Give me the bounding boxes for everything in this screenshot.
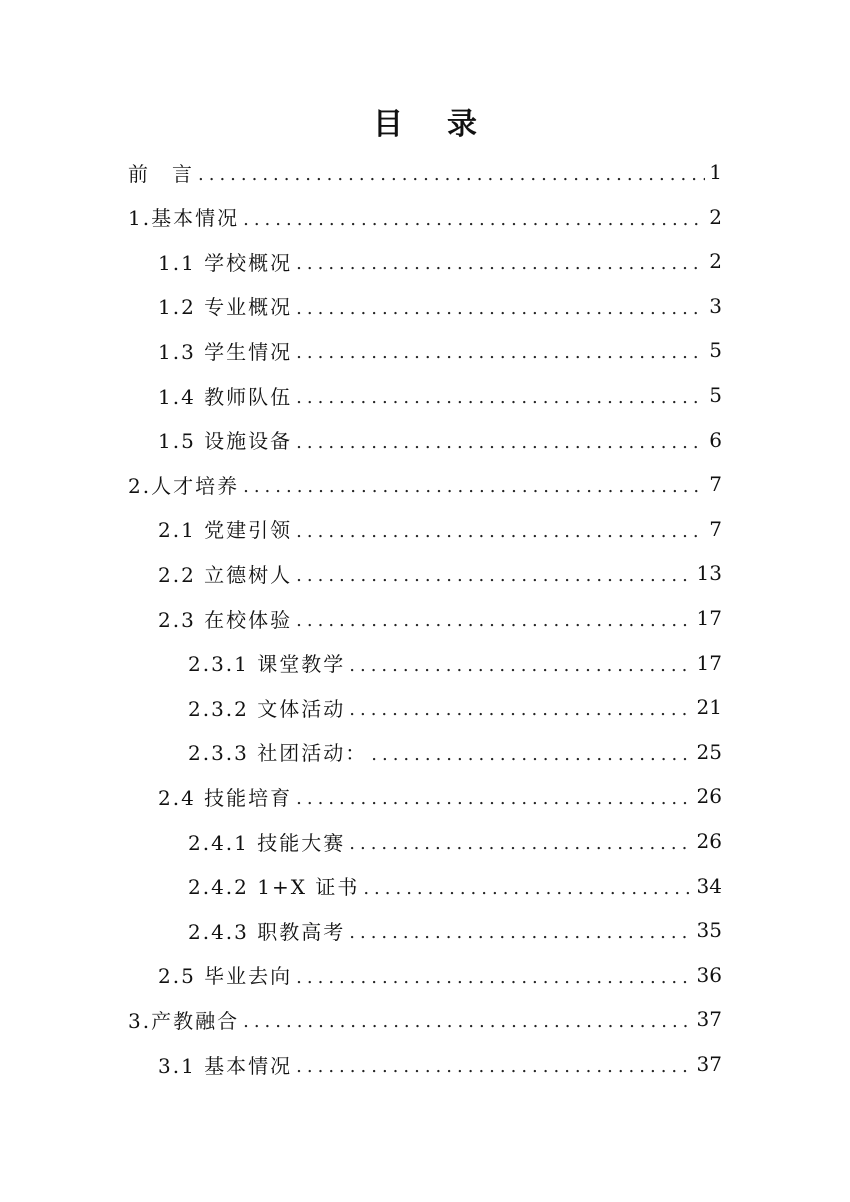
toc-entry-page-number: 6 (709, 427, 722, 452)
toc-entry[interactable] (128, 150, 722, 194)
toc-dot-leader (349, 695, 692, 719)
toc-entry-label: 3.产教融合 (128, 1008, 240, 1033)
toc-entry-page-number: 37 (696, 1052, 722, 1076)
toc-entry-page-number: 2 (709, 204, 722, 229)
toc-entry-label: 2.3 在校体验 (158, 607, 293, 632)
toc-entry-label: 2.1 党建引领 (158, 518, 293, 543)
toc-entry-label: 2.4 技能培育 (158, 785, 293, 810)
toc-entry-page-number: 2 (709, 249, 722, 274)
toc-entry[interactable] (158, 373, 722, 417)
toc-entry-label: 1.4 教师队伍 (158, 384, 293, 409)
toc-entry[interactable] (158, 774, 722, 818)
toc-entry-label: 2.4.3 职教高考 (188, 919, 346, 944)
toc-entry-label: 2.3.2 文体活动 (188, 696, 346, 721)
toc-dot-leader (243, 472, 705, 496)
toc-entry[interactable] (188, 908, 722, 952)
toc-dot-leader (349, 829, 692, 853)
toc-entry-page-number: 37 (696, 1007, 722, 1032)
toc-entry[interactable] (158, 551, 722, 595)
toc-entry-label: 2.4.2 1+X 证书 (188, 875, 360, 900)
toc-entry[interactable] (188, 819, 722, 863)
toc-entry-label: 前 言 (128, 161, 194, 186)
toc-entry[interactable] (128, 195, 722, 239)
toc-entry-label: 2.3.1 课堂教学 (188, 652, 346, 677)
toc-dot-leader (296, 428, 705, 452)
toc-dot-leader (243, 205, 705, 229)
toc-title: 目录 (373, 107, 521, 142)
toc-entry[interactable] (158, 1042, 722, 1086)
toc-entry-page-number: 17 (696, 606, 722, 630)
toc-entry-label: 2.3.3 社团活动： (188, 741, 368, 766)
toc-dot-leader (296, 561, 692, 585)
toc-entry[interactable] (128, 997, 722, 1041)
toc-entry[interactable] (158, 953, 722, 997)
toc-dot-leader (349, 651, 692, 675)
toc-entry-page-number: 21 (696, 695, 722, 720)
toc-entry[interactable] (158, 596, 722, 640)
toc-entry[interactable] (188, 730, 722, 774)
toc-entry-page-number: 26 (696, 829, 722, 853)
toc-entry-page-number: 34 (696, 873, 722, 898)
toc-entry-page-number: 35 (696, 918, 722, 943)
toc-entry[interactable] (158, 507, 722, 551)
toc-dot-leader (363, 874, 692, 898)
toc-entry-page-number: 25 (696, 739, 722, 764)
toc-entry-label: 2.4.1 技能大赛 (188, 830, 346, 855)
toc-entry-label: 1.基本情况 (128, 206, 240, 231)
toc-entry-label: 2.人才培养 (128, 473, 240, 498)
toc-entry-page-number: 5 (709, 383, 722, 407)
toc-entry-page-number: 3 (709, 293, 722, 318)
toc-entry-label: 1.2 专业概况 (158, 295, 293, 320)
toc-dot-leader (371, 740, 692, 764)
toc-entry-label: 1.1 学校概况 (158, 250, 293, 275)
toc-dot-leader (296, 338, 705, 362)
toc-dot-leader (349, 918, 692, 942)
toc-entry-page-number: 1 (709, 160, 722, 184)
toc-entry[interactable] (128, 462, 722, 506)
toc-dot-leader (296, 517, 705, 541)
toc-entry-label: 2.5 毕业去向 (158, 964, 293, 989)
toc-entry[interactable] (158, 239, 722, 283)
toc-dot-leader (296, 606, 692, 630)
toc-dot-leader (296, 963, 692, 987)
toc-entry-page-number: 7 (709, 472, 722, 497)
toc-entry-page-number: 5 (709, 338, 722, 363)
toc-entry-page-number: 26 (696, 784, 722, 809)
toc-entry[interactable] (188, 641, 722, 685)
toc-entry[interactable] (188, 864, 722, 908)
toc-dot-leader (198, 160, 705, 184)
toc-entry-page-number: 36 (696, 962, 722, 987)
toc-entry[interactable] (188, 685, 722, 729)
toc-entry[interactable] (158, 284, 722, 328)
toc-entry[interactable] (158, 418, 722, 462)
toc-entry-label: 1.3 学生情况 (158, 339, 293, 364)
toc-dot-leader (296, 249, 705, 273)
toc-entry-label: 2.2 立德树人 (158, 562, 293, 587)
toc-entry-page-number: 13 (696, 561, 722, 586)
toc-entry-page-number: 7 (709, 516, 722, 541)
toc-entry-label: 1.5 设施设备 (158, 429, 293, 454)
toc-entry-label: 3.1 基本情况 (158, 1053, 293, 1078)
toc-dot-leader (243, 1007, 692, 1031)
toc-dot-leader (296, 294, 705, 318)
toc-dot-leader (296, 1052, 692, 1076)
toc-entry[interactable] (158, 328, 722, 372)
toc-dot-leader (296, 784, 692, 808)
toc-entry-page-number: 17 (696, 650, 722, 675)
toc-dot-leader (296, 383, 705, 407)
